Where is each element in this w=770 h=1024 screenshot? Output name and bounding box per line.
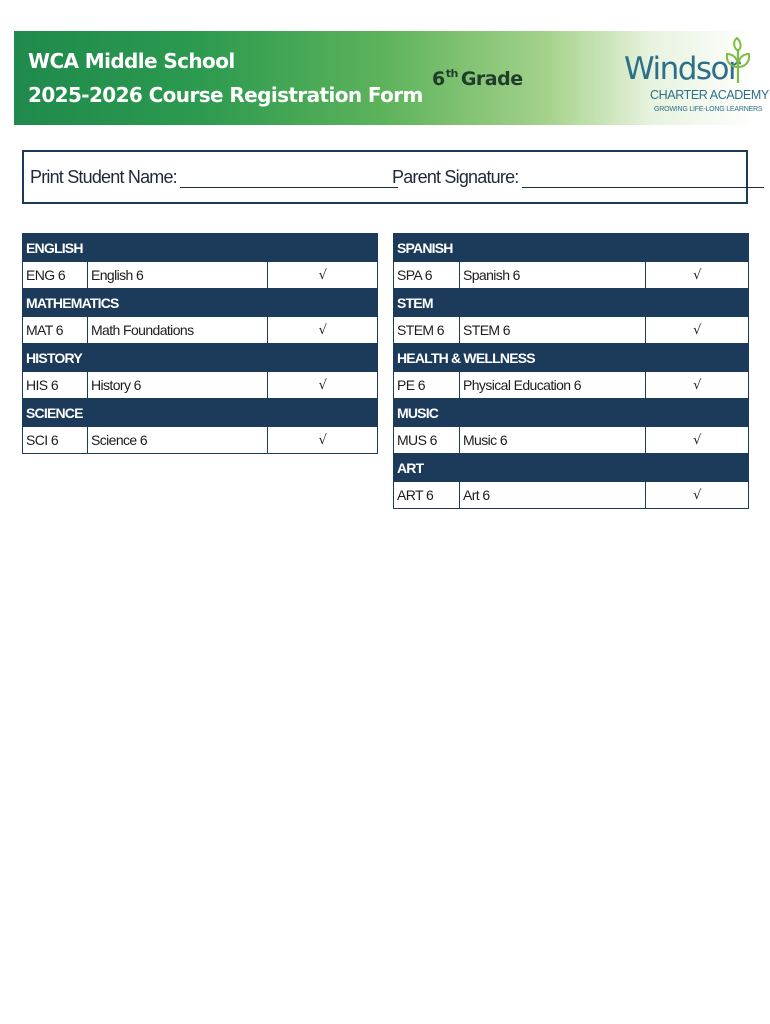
course-code: SCI 6 [23, 427, 88, 454]
form-title-school: WCA Middle School [28, 49, 235, 73]
course-checkmark[interactable]: √ [646, 427, 749, 454]
section-header-row [23, 289, 378, 317]
course-row [394, 482, 749, 509]
logo-subtitle: CHARTER ACADEMY [650, 88, 769, 102]
leaf-icon [724, 37, 752, 85]
section-header-row [394, 454, 749, 482]
signature-box [22, 150, 748, 204]
student-name-field[interactable] [30, 167, 398, 188]
student-name-label: Print Student Name: [30, 167, 177, 187]
parent-signature-line[interactable] [522, 170, 764, 188]
section-heading: SPANISH [394, 234, 749, 262]
course-code: ENG 6 [23, 262, 88, 289]
course-name: Music 6 [460, 427, 646, 454]
section-heading: MATHEMATICS [23, 289, 378, 317]
course-name: Science 6 [88, 427, 268, 454]
section-heading: STEM [394, 289, 749, 317]
course-name: History 6 [88, 372, 268, 399]
course-row [23, 262, 378, 289]
section-header-row [394, 234, 749, 262]
grade-suffix: th [445, 67, 458, 80]
course-code: HIS 6 [23, 372, 88, 399]
parent-signature-field[interactable] [392, 167, 764, 188]
section-header-row [23, 344, 378, 372]
logo-tagline: GROWING LIFE-LONG LEARNERS [654, 106, 763, 113]
course-row [23, 372, 378, 399]
section-header-row [394, 289, 749, 317]
course-code: SPA 6 [394, 262, 460, 289]
course-code: PE 6 [394, 372, 460, 399]
section-header-row [394, 399, 749, 427]
course-name: English 6 [88, 262, 268, 289]
course-name: STEM 6 [460, 317, 646, 344]
section-heading: MUSIC [394, 399, 749, 427]
course-row [23, 427, 378, 454]
elective-courses-table [393, 233, 749, 509]
student-name-line[interactable] [180, 170, 398, 188]
course-row [394, 372, 749, 399]
course-name: Math Foundations [88, 317, 268, 344]
section-heading: HEALTH & WELLNESS [394, 344, 749, 372]
course-checkmark[interactable]: √ [646, 262, 749, 289]
course-code: ART 6 [394, 482, 460, 509]
form-title-year: 2025-2026 Course Registration Form [28, 83, 423, 107]
header-banner [14, 31, 769, 125]
course-checkmark[interactable]: √ [268, 317, 378, 344]
grade-number: 6 [432, 68, 445, 90]
core-courses-table [22, 233, 378, 454]
section-heading: SCIENCE [23, 399, 378, 427]
course-checkmark[interactable]: √ [646, 482, 749, 509]
course-checkmark[interactable]: √ [646, 317, 749, 344]
course-row [394, 262, 749, 289]
section-header-row [394, 344, 749, 372]
section-header-row [23, 234, 378, 262]
course-code: MUS 6 [394, 427, 460, 454]
course-code: STEM 6 [394, 317, 460, 344]
grade-word: Grade [460, 68, 523, 90]
windsor-logo [620, 37, 769, 121]
course-name: Spanish 6 [460, 262, 646, 289]
course-row [394, 317, 749, 344]
course-checkmark[interactable]: √ [268, 427, 378, 454]
course-code: MAT 6 [23, 317, 88, 344]
parent-signature-label: Parent Signature: [392, 167, 519, 187]
section-heading: ART [394, 454, 749, 482]
course-name: Physical Education 6 [460, 372, 646, 399]
course-row [394, 427, 749, 454]
course-name: Art 6 [460, 482, 646, 509]
section-heading: ENGLISH [23, 234, 378, 262]
course-row [23, 317, 378, 344]
section-heading: HISTORY [23, 344, 378, 372]
logo-wordmark: Windsor [624, 51, 740, 87]
section-header-row [23, 399, 378, 427]
course-checkmark[interactable]: √ [268, 262, 378, 289]
course-checkmark[interactable]: √ [646, 372, 749, 399]
grade-label [432, 67, 523, 90]
course-checkmark[interactable]: √ [268, 372, 378, 399]
